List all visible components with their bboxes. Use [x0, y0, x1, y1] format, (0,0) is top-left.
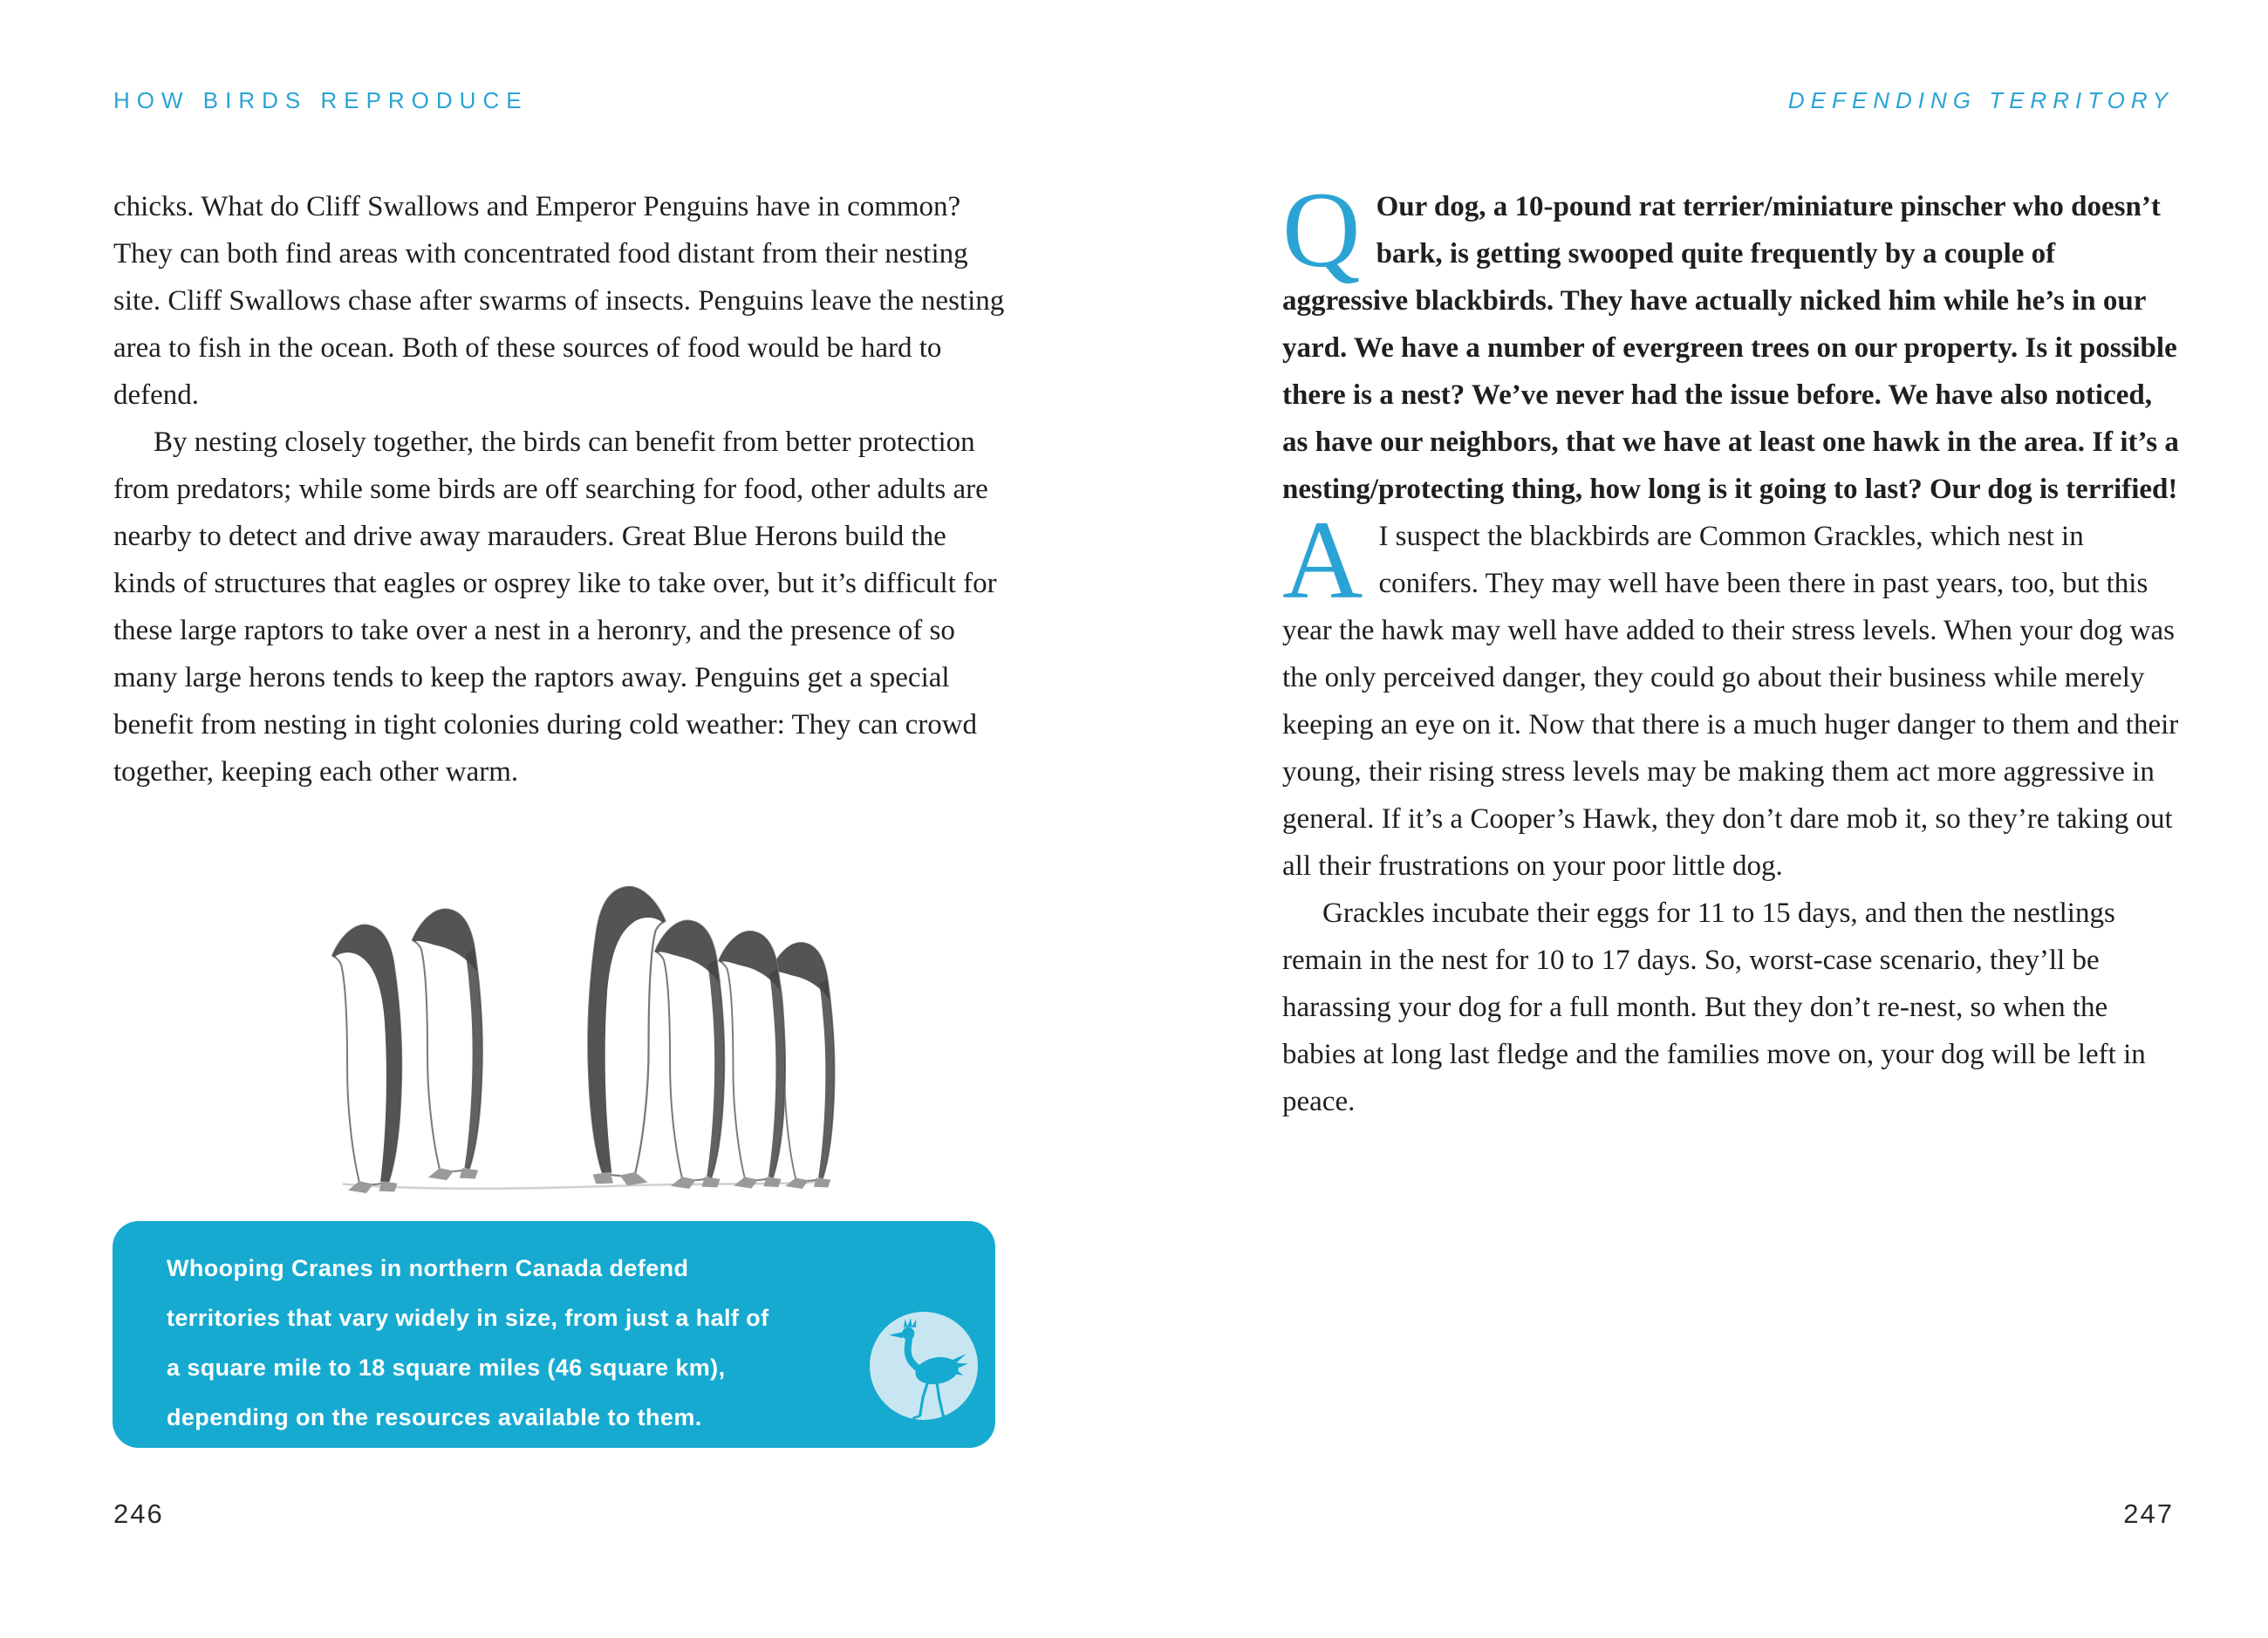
answer-paragraph-1: [1282, 498, 2181, 890]
answer-paragraph-2: Grackles incubate their eggs for 11 to 15 days, and then the nestlings remain in the nest for 10 to 17 days. So, worst-case scenario, they’ll be harassing your dog for a full month. But they don’t re-nest, so when the babies at long last fledge and the families move on, your dog will be left in peace.: [1282, 897, 2146, 1117]
page-number-left: 246: [113, 1498, 164, 1529]
question-text: Our dog, a 10-pound rat terrier/miniature pinscher who doesn’t bark, is getting swooped quite frequently by a couple of aggressive blackbirds. They have actually nicked him while he’s in our yard. We have a number of evergreen trees on our property. Is it possible there is a nest? We’ve never had the issue before. We have also noticed, as have our neighbors, that we have at least one hawk in the area. If it’s a nesting/protecting thing, how long is it going to last? Our dog is terrified!: [1282, 191, 2179, 505]
answer-drop-cap: A: [1282, 498, 1363, 622]
left-body-text: [113, 183, 1014, 795]
running-head-right: DEFENDING TERRITORY: [1787, 87, 2174, 113]
question-paragraph: [1282, 170, 2181, 513]
left-paragraph-2: By nesting closely together, the birds can benefit from better protection from predators; while some birds are off searching for food, other adults are nearby to detect and drive away marauders. Great Blue Herons build the kinds of structures that eagles or osprey like to take over, but it’s difficult for these large raptors to take over a nest in a heronry, and the presence of so many large herons tends to keep the raptors away. Penguins get a special benefit from nesting in tight colonies during cold weather: They can crowd together, keeping each other warm.: [113, 427, 997, 788]
left-paragraph-1: chicks. What do Cliff Swallows and Emperor Penguins have in common? They can both find areas with concentrated food distant from their nesting site. Cliff Swallows chase after swarms of insects. Penguins leave the nesting area to fish in the ocean. Both of these sources of food would be hard to defend.: [113, 191, 1005, 411]
whooping-crane-callout: [113, 1221, 995, 1448]
right-body-text: [1282, 170, 2181, 1125]
question-drop-cap: Q: [1282, 170, 1361, 290]
crane-icon: [870, 1312, 978, 1420]
page-number-right: 247: [2123, 1498, 2174, 1529]
answer-text: I suspect the blackbirds are Common Grackles, which nest in conifers. They may well have been there in past years, too, but this year the hawk may well have added to their stress levels. When your dog was the only perceived danger, they could go about their business while merely keeping an eye on it. Now that there is a much huger danger to them and their young, their rising stress levels may be making them act more aggressive in general. If it’s a Cooper’s Hawk, they don’t dare mob it, so they’re taking out all their frustrations on your poor little dog.: [1282, 521, 2179, 882]
running-head-left: HOW BIRDS REPRODUCE: [113, 87, 529, 113]
callout-text: Whooping Cranes in northern Canada defend territories that vary widely in size, from just a half of a square mile to 18 square miles (46 square km), depending on the resources available to them.: [167, 1255, 769, 1430]
penguins-illustration: [321, 859, 844, 1195]
